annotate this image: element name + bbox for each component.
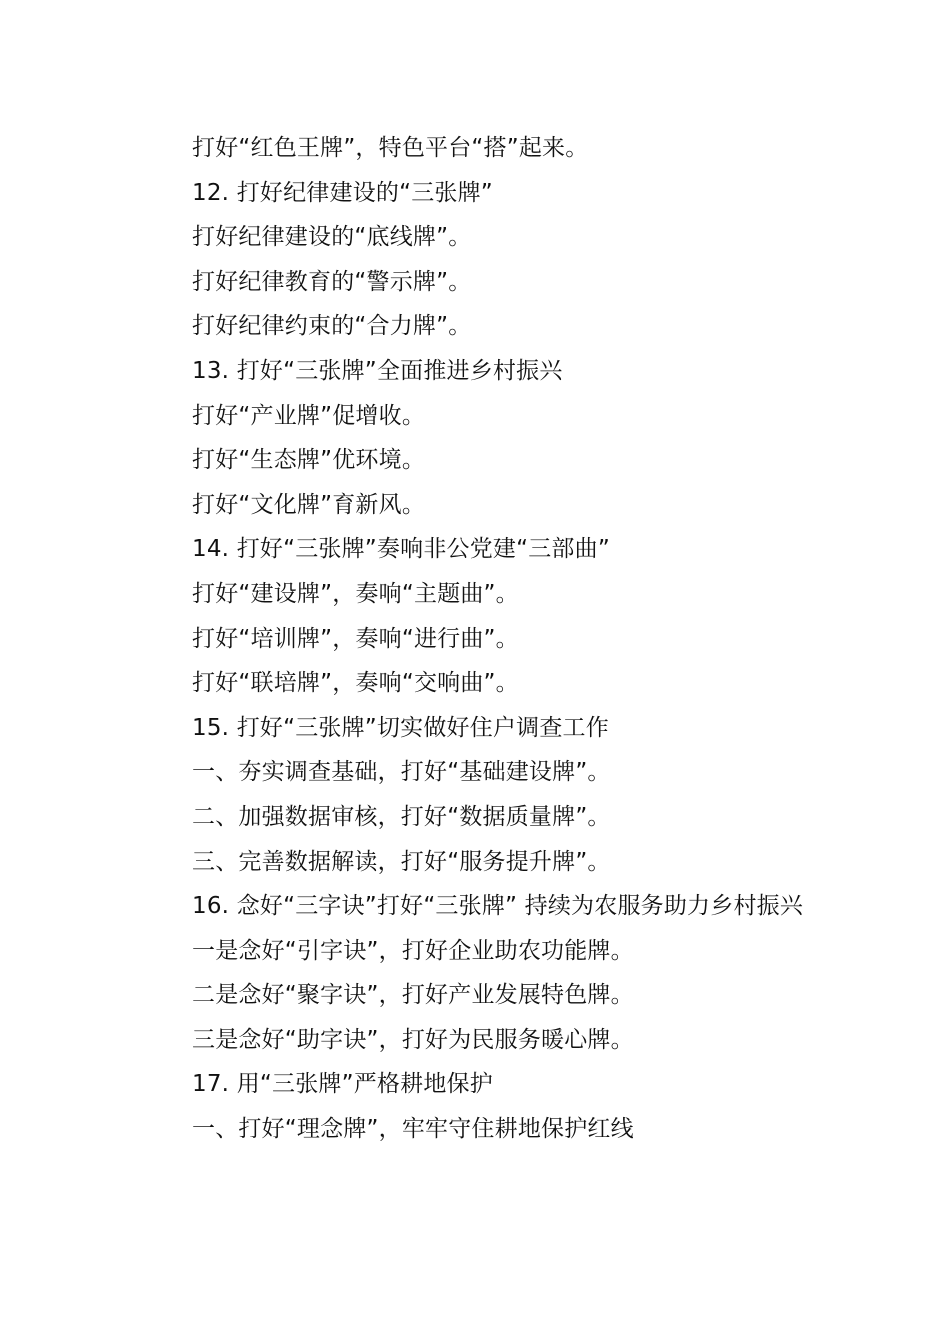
section-heading-13: 13. 打好“三张牌”全面推进乡村振兴	[192, 357, 563, 384]
text-line: 二是念好“聚字诀”，打好产业发展特色牌。	[192, 982, 634, 1009]
text-line: 打好纪律约束的“合力牌”。	[192, 313, 472, 340]
text-line: 打好“生态牌”优环境。	[192, 447, 426, 474]
text-line: 一、夯实调查基础，打好“基础建设牌”。	[192, 759, 611, 786]
document-body	[145, 126, 815, 1152]
text-line: 二、加强数据审核，打好“数据质量牌”。	[192, 803, 611, 830]
text-line: 打好“红色王牌”，特色平台“搭”起来。	[192, 135, 589, 161]
section-heading-12: 12. 打好纪律建设的“三张牌”	[192, 179, 493, 206]
section-heading-15: 15. 打好“三张牌”切实做好住户调查工作	[192, 714, 609, 741]
section-heading-16: 16. 念好“三字诀”打好“三张牌” 持续为农服务助力乡村振兴	[192, 893, 804, 920]
text-line: 一、打好“理念牌”，牢牢守住耕地保护红线	[192, 1116, 634, 1143]
text-line: 打好“建设牌”，奏响“主题曲”。	[192, 580, 519, 607]
section-heading-14: 14. 打好“三张牌”奏响非公党建“三部曲”	[192, 536, 610, 563]
text-line: 打好纪律建设的“底线牌”。	[192, 224, 472, 251]
text-line: 打好“产业牌”促增收。	[192, 402, 426, 429]
text-line: 三是念好“助字诀”，打好为民服务暖心牌。	[192, 1026, 634, 1053]
text-line: 三、完善数据解读，打好“服务提升牌”。	[192, 848, 611, 875]
text-line: 打好“文化牌”育新风。	[192, 491, 426, 518]
text-line: 打好“培训牌”，奏响“进行曲”。	[192, 625, 519, 652]
text-line: 一是念好“引字诀”，打好企业助农功能牌。	[192, 937, 634, 964]
text-line: 打好纪律教育的“警示牌”。	[192, 268, 472, 295]
section-heading-17: 17. 用“三张牌”严格耕地保护	[192, 1071, 493, 1098]
text-line: 打好“联培牌”，奏响“交响曲”。	[192, 670, 519, 697]
